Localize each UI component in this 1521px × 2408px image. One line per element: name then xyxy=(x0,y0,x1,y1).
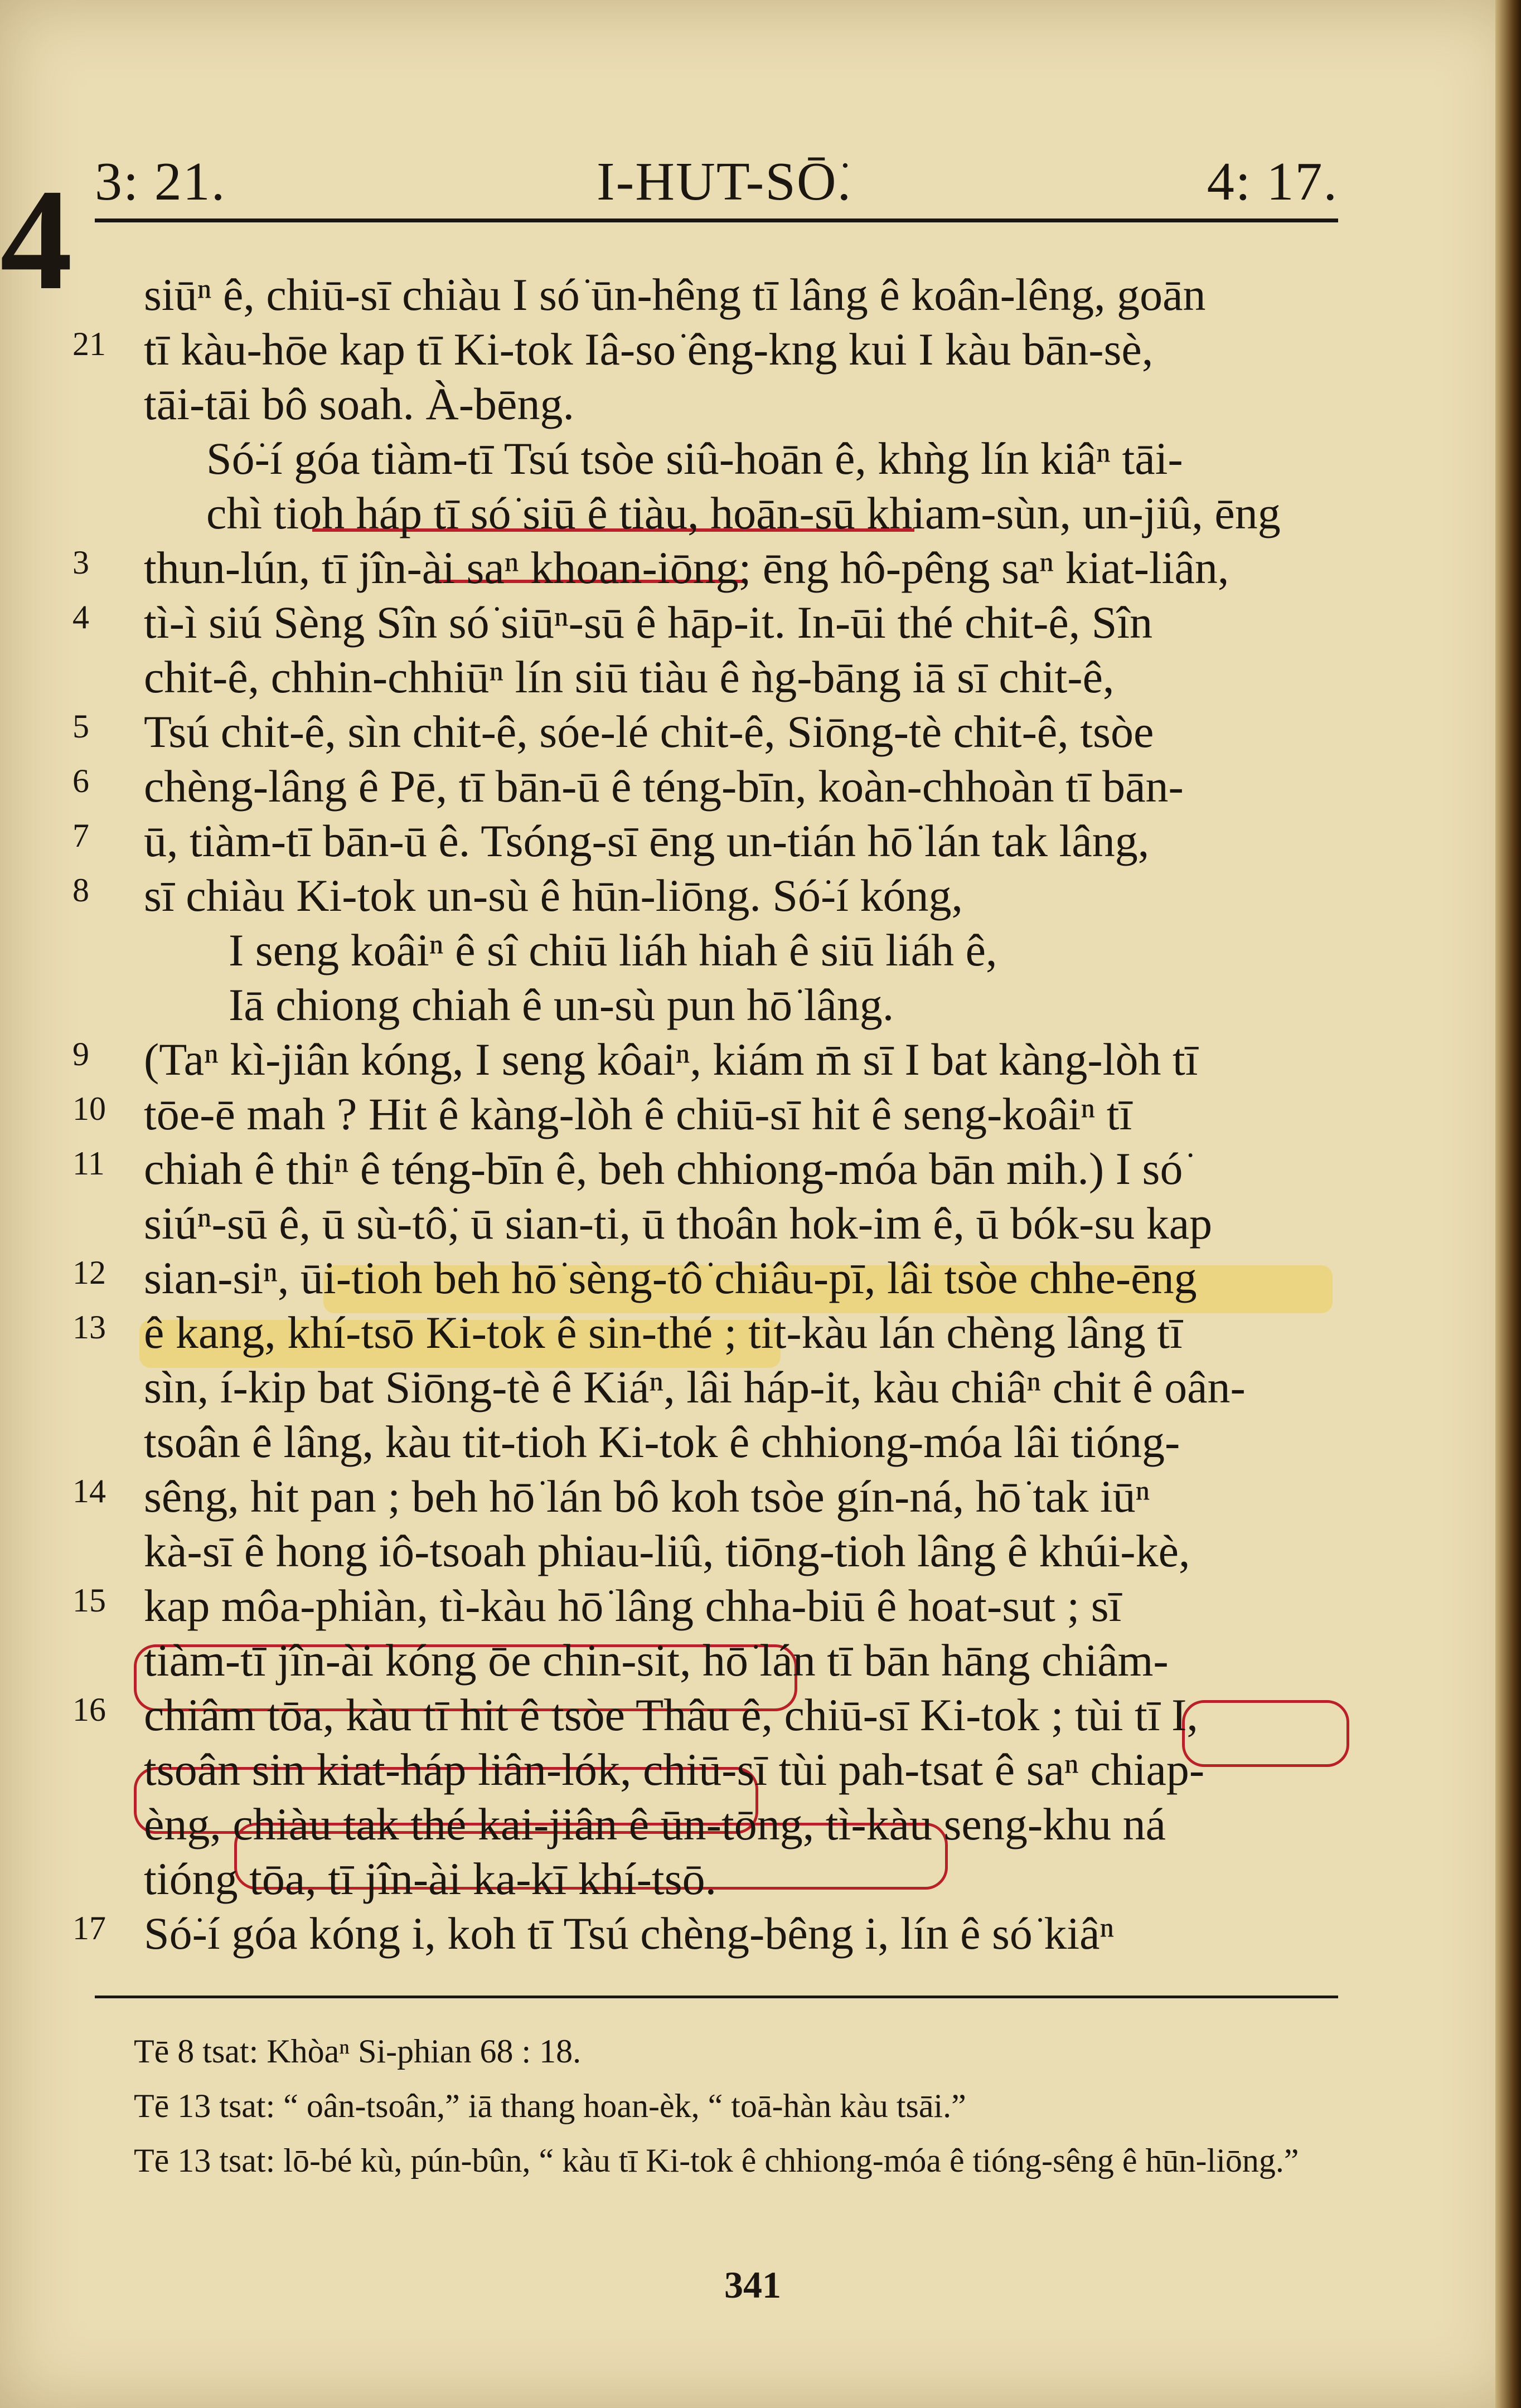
header-left-ref: 3: 21. xyxy=(95,152,226,212)
text-line xyxy=(72,486,1349,541)
verse-number: 12 xyxy=(72,1254,106,1291)
page-number: 341 xyxy=(724,2264,781,2306)
line-text: sêng, hit pan ; beh hō͘ lán bô koh tsòe gín-ná, hō͘ tak iūⁿ xyxy=(144,1471,1150,1522)
verse-number: 6 xyxy=(72,763,89,799)
line-text: sìn, í-kip bat Siōng-tè ê Kiáⁿ, lâi háp-it, kàu chiâⁿ chit ê oân- xyxy=(144,1362,1246,1412)
text-line xyxy=(72,1087,1349,1142)
header-rule xyxy=(95,219,1338,222)
text-line xyxy=(72,1524,1349,1579)
line-text: sian-siⁿ, ūi-tioh beh hō͘ sèng-tô͘ chiâu-pī, lâi tsòe chhe-ēng xyxy=(144,1252,1197,1303)
text-line xyxy=(72,1797,1349,1852)
text-line xyxy=(72,595,1349,650)
line-text: tāi-tāi bô soah. À-bēng. xyxy=(144,378,574,429)
line-text: tì-ì siú Sèng Sîn só͘ siūⁿ-sū ê hāp-it. In-ūi thé chit-ê, Sîn xyxy=(144,597,1153,648)
line-text: Só͘-í góa tiàm-tī Tsú tsòe siû-hoān ê, khǹg lín kiâⁿ tāi- xyxy=(206,433,1183,484)
line-text: I seng koâiⁿ ê sî chiū liáh hiah ê siū liáh ê, xyxy=(229,925,997,975)
text-line xyxy=(72,1742,1349,1797)
line-text: tsoân sin kiat-háp liân-lók, chiū-sī tùi pah-tsat ê saⁿ chiap- xyxy=(144,1744,1205,1795)
text-line xyxy=(72,978,1349,1032)
text-line xyxy=(72,268,1349,322)
text-line xyxy=(72,1469,1349,1524)
text-line xyxy=(72,1852,1349,1906)
text-line xyxy=(72,1415,1349,1469)
text-line xyxy=(72,431,1349,486)
header-title: I-HUT-SŌ͘. xyxy=(597,152,852,212)
text-line xyxy=(72,1305,1349,1360)
line-text: ê kang, khí-tsō Ki-tok ê sin-thé ; tit-kàu lán chèng lâng tī xyxy=(144,1307,1183,1358)
chapter-number: 4 xyxy=(0,159,72,320)
header-right-ref: 4: 17. xyxy=(1207,152,1338,212)
text-line xyxy=(72,541,1349,595)
running-header xyxy=(84,151,1338,229)
line-text: tōe-ē mah ? Hit ê kàng-lòh ê chiū-sī hit ê seng-koâiⁿ tī xyxy=(144,1089,1132,1139)
text-line xyxy=(72,705,1349,759)
verse-number: 8 xyxy=(72,872,89,909)
verse-number: 10 xyxy=(72,1090,106,1127)
line-text: Iā chiong chiah ê un-sù pun hō͘ lâng. xyxy=(229,979,894,1030)
line-text: chit-ê, chhin-chhiūⁿ lín siū tiàu ê ǹg-bāng iā sī chit-ê, xyxy=(144,652,1115,702)
text-line xyxy=(72,650,1349,705)
line-text: tióng tōa, tī jîn-ài ka-kī khí-tsō. xyxy=(144,1853,717,1904)
text-line xyxy=(72,1579,1349,1633)
text-line xyxy=(72,1251,1349,1305)
line-text: siúⁿ-sū ê, ū sù-tô͘, ū sian-ti, ū thoân hok-im ê, ū bók-su kap xyxy=(144,1198,1213,1249)
text-line xyxy=(72,759,1349,814)
footnote: Tē 13 tsat: lō-bé kù, pún-bûn, “ kàu tī Ki-tok ê chhiong-móa ê tióng-sêng ê hūn-liōng.” xyxy=(134,2142,1299,2179)
footnotes xyxy=(134,2029,1333,2193)
line-text: chiah ê thiⁿ ê téng-bīn ê, beh chhiong-móa bān mih.) I só͘ xyxy=(144,1143,1183,1194)
text-line xyxy=(72,1032,1349,1087)
scripture-text xyxy=(72,268,1349,1961)
page-edge xyxy=(1495,0,1521,2408)
verse-number: 13 xyxy=(72,1309,106,1346)
line-text: kap môa-phiàn, tì-kàu hō͘ lâng chha-biū ê hoat-sut ; sī xyxy=(144,1580,1122,1631)
verse-number: 14 xyxy=(72,1473,106,1509)
verse-number: 4 xyxy=(72,599,89,635)
line-text: chì tioh háp tī só͘ siū ê tiàu, hoān-sū khiam-sùn, un-jiû, ēng xyxy=(206,488,1281,538)
line-text: Só͘-í góa kóng i, koh tī Tsú chèng-bêng i, lín ê só͘ kiâⁿ xyxy=(144,1908,1115,1959)
verse-number: 9 xyxy=(72,1036,89,1072)
line-text: tsoân ê lâng, kàu tit-tioh Ki-tok ê chhiong-móa lâi tióng- xyxy=(144,1416,1180,1467)
text-line xyxy=(72,923,1349,978)
line-text: kà-sī ê hong iô-tsoah phiau-liû, tiōng-tioh lâng ê khúi-kè, xyxy=(144,1526,1190,1576)
verse-number: 17 xyxy=(72,1910,106,1946)
line-text: ū, tiàm-tī bān-ū ê. Tsóng-sī ēng un-tián hō͘ lán tak lâng, xyxy=(144,815,1150,866)
text-line xyxy=(72,1633,1349,1688)
line-text: chiâm tōa, kàu tī hit ê tsòe Thâu ê, chiū-sī Ki-tok ; tùi tī I, xyxy=(144,1690,1198,1740)
verse-number: 3 xyxy=(72,544,89,581)
line-text: Tsú chit-ê, sìn chit-ê, sóe-lé chit-ê, Siōng-tè chit-ê, tsòe xyxy=(144,706,1154,757)
verse-number: 5 xyxy=(72,708,89,745)
line-text: thun-lún, tī jîn-ài saⁿ khoan-iōng; ēng hô-pêng saⁿ kiat-liân, xyxy=(144,542,1229,593)
text-line xyxy=(72,1360,1349,1415)
footnote: Tē 8 tsat: Khòaⁿ Si-phian 68 : 18. xyxy=(134,2033,582,2070)
verse-number: 7 xyxy=(72,817,89,854)
verse-number: 11 xyxy=(72,1145,105,1182)
line-text: tiàm-tī jîn-ài kóng ōe chin-sit, hō͘ lán tī bān hāng chiâm- xyxy=(144,1635,1169,1686)
footnote-rule xyxy=(95,1996,1338,1998)
text-line xyxy=(72,868,1349,923)
verse-number: 16 xyxy=(72,1691,106,1728)
footnote: Tē 13 tsat: “ oân-tsoân,” iā thang hoan-èk, “ toā-hàn kàu tsāi.” xyxy=(134,2087,966,2124)
text-line xyxy=(72,1196,1349,1251)
text-line xyxy=(72,322,1349,377)
verse-number: 21 xyxy=(72,326,106,362)
text-line xyxy=(72,377,1349,431)
text-line xyxy=(72,1142,1349,1196)
line-text: sī chiàu Ki-tok un-sù ê hūn-liōng. Só͘-í kóng, xyxy=(144,870,963,921)
line-text: chèng-lâng ê Pē, tī bān-ū ê téng-bīn, koàn-chhoàn tī bān- xyxy=(144,761,1184,812)
line-text: siūⁿ ê, chiū-sī chiàu I só͘ ūn-hêng tī lâng ê koân-lêng, goān xyxy=(144,269,1206,320)
text-line xyxy=(72,814,1349,868)
line-text: èng, chiàu tak thé kai-jiân ê ūn-tōng, tì-kàu seng-khu ná xyxy=(144,1799,1166,1849)
line-text: (Taⁿ kì-jiân kóng, I seng kôaiⁿ, kiám m̄ sī I bat kàng-lòh tī xyxy=(144,1034,1198,1085)
line-text: tī kàu-hōe kap tī Ki-tok Iâ-so͘ êng-kng kui I kàu bān-sè, xyxy=(144,324,1154,375)
text-line xyxy=(72,1688,1349,1742)
text-line xyxy=(72,1906,1349,1961)
verse-number: 15 xyxy=(72,1582,106,1619)
